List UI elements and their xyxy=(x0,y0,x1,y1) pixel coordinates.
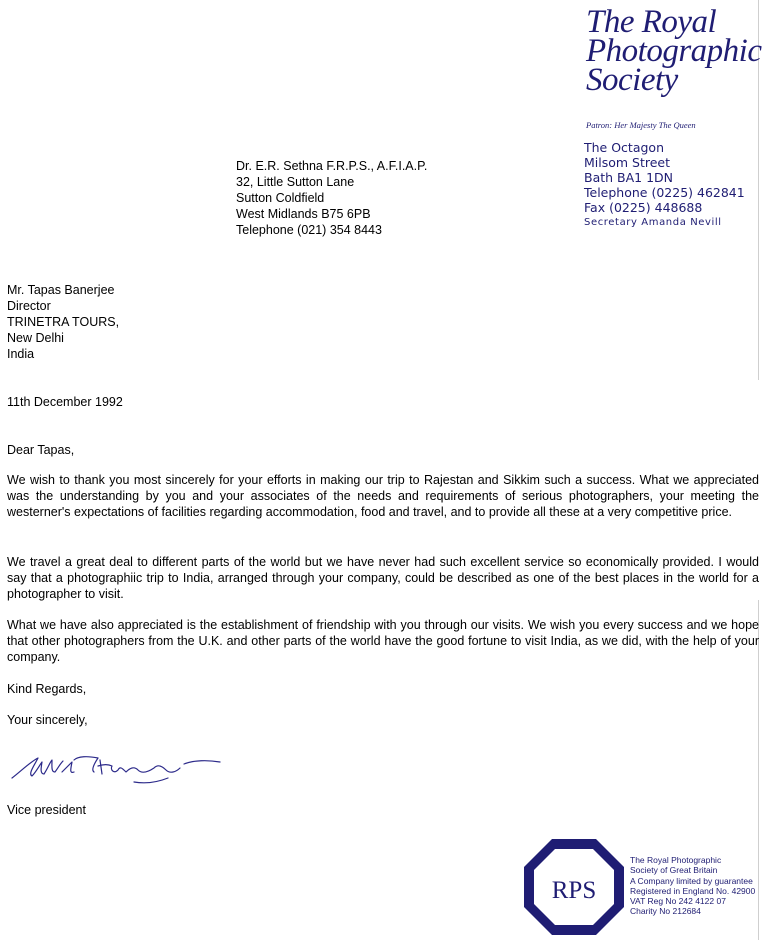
recipient-company: TRINETRA TOURS, xyxy=(7,315,120,329)
sender-name: Dr. E.R. Sethna F.R.P.S., A.F.I.A.P. xyxy=(236,159,428,173)
registration-line: Society of Great Britain xyxy=(630,865,718,876)
society-logotype xyxy=(586,4,762,98)
signer-title: Vice president xyxy=(7,803,86,817)
letter-date: 11th December 1992 xyxy=(7,395,123,409)
closing: Kind Regards, xyxy=(7,682,87,696)
rps-seal-logo xyxy=(522,837,626,937)
sender-telephone: Telephone (021) 354 8443 xyxy=(236,223,382,237)
sender-address xyxy=(236,158,427,238)
logotype-line-3: Society xyxy=(586,62,678,98)
society-telephone: Telephone (0225) 462841 xyxy=(584,185,745,200)
recipient-address xyxy=(7,282,119,362)
logotype-line-2: Photographic xyxy=(586,33,762,69)
society-fax: Fax (0225) 448688 xyxy=(584,200,703,215)
sender-address-line: 32, Little Sutton Lane xyxy=(236,175,355,189)
body-paragraph-3: What we have also appreciated is the establishment of friendship with you through our visits. We wish you every success and we hope that other photographers from the U.K. and other parts of the world have the good fortune to visit India, as we did, with the help of your company. xyxy=(7,618,759,664)
recipient-title: Director xyxy=(7,299,51,313)
body-paragraph-2: We travel a great deal to different parts of the world but we have never had such excellent service so economically provided. I would say that a photographiic trip to India, arranged through your company, could be described as one of the best places in the world for a photographer to visit. xyxy=(7,555,759,601)
society-address xyxy=(584,140,745,230)
registration-line: The Royal Photographic xyxy=(630,855,722,865)
society-address-line: Bath BA1 1DN xyxy=(584,170,674,185)
salutation: Dear Tapas, xyxy=(7,443,75,457)
sender-address-line: Sutton Coldfield xyxy=(236,191,325,205)
recipient-city: New Delhi xyxy=(7,331,64,345)
seal-text: RPS xyxy=(551,877,597,904)
body-paragraph-1: We wish to thank you most sincerely for your efforts in making our trip to Rajestan and Sikkim such a success. What we appreciated was the understanding by you and your associates of the needs and requirements of serious photographers, your meeting the westerner's expectations of facilities regarding accommodation, food and travel, and to provide all these at a very competitive price. xyxy=(7,473,759,519)
registration-line: Registered in England No. 42900 xyxy=(630,885,756,896)
registration-line: A Company limited by guarantee xyxy=(630,875,753,886)
vat-line: VAT Reg No 242 4122 07 xyxy=(630,896,726,907)
sign-off: Your sincerely, xyxy=(7,713,88,727)
sender-address-line: West Midlands B75 6PB xyxy=(236,207,371,221)
society-registration xyxy=(630,855,755,917)
patron-line: Patron: Her Majesty The Queen xyxy=(586,120,696,130)
society-secretary: Secretary Amanda Nevill xyxy=(584,217,722,228)
recipient-country: India xyxy=(7,347,35,361)
charity-line: Charity No 212684 xyxy=(630,906,701,917)
society-address-line: Milsom Street xyxy=(584,155,671,170)
logotype-line-1: The Royal xyxy=(586,4,717,40)
signature-image xyxy=(8,750,223,792)
recipient-name: Mr. Tapas Banerjee xyxy=(7,283,115,297)
society-address-line: The Octagon xyxy=(584,140,664,155)
